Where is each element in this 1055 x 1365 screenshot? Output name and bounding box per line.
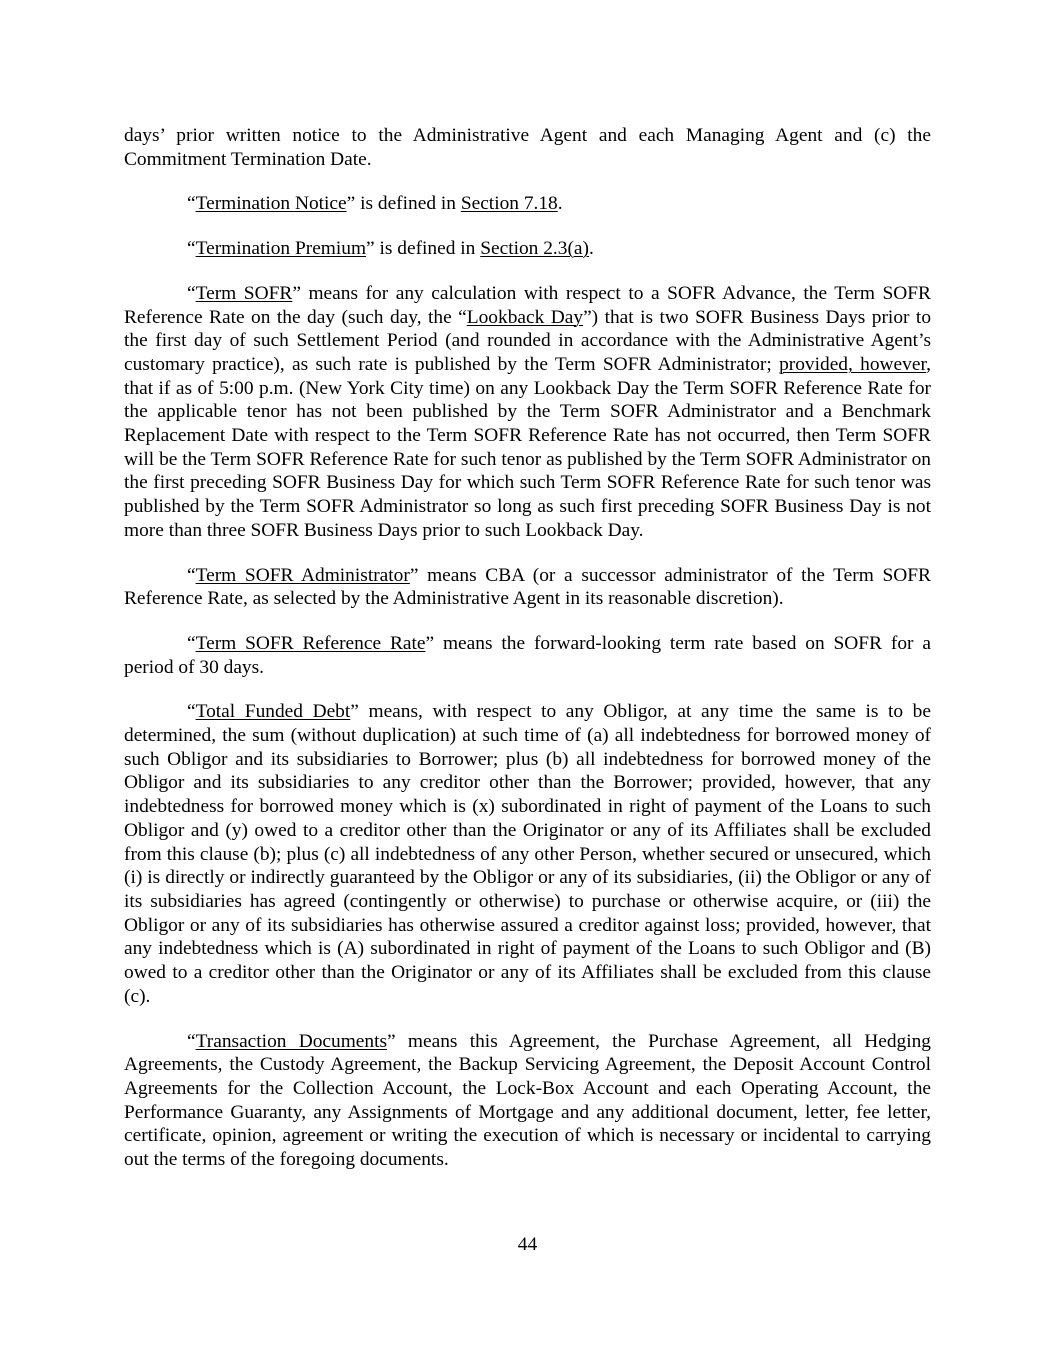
definition-text: ”) that is two SOFR Business Days prior to the first day of such Settlement Period (and rounded in accordance with the Administrative Agent’s customary practice), as such rate is published by the Term SOFR Administrator;: [124, 306, 932, 375]
definition-term-sofr: [124, 282, 931, 543]
proviso-term: provided, however: [779, 353, 927, 375]
open-quote: “: [187, 564, 196, 586]
period: .: [557, 193, 563, 215]
paragraph-text: days’ prior written notice to the Administrative Agent and each Managing Agent and (c) the Commitment Termination Date.: [124, 125, 931, 170]
definition-transaction-documents: [124, 1030, 931, 1172]
defined-term: Total Funded Debt: [195, 701, 351, 723]
definition-text: ” means for any calculation with respect to a SOFR Advance, the Term SOFR Reference Rate on the day (such day, the “: [124, 282, 931, 328]
definition-text: ” means the forward-looking term rate based on SOFR for a period of 30 days.: [124, 632, 931, 678]
defined-term: Transaction Documents: [195, 1030, 388, 1052]
definition-total-funded-debt: [124, 700, 931, 1008]
definition-text: ” is defined in: [366, 238, 481, 260]
section-reference: Section 2.3(a): [480, 238, 589, 260]
definition-termination-notice: [124, 192, 931, 216]
definition-text: ” means CBA (or a successor administrator of the Term SOFR Reference Rate, as selected by the Administrative Agent in its reasonable discretion).: [124, 564, 931, 610]
open-quote: “: [187, 701, 196, 723]
defined-term: Termination Notice: [195, 193, 347, 215]
defined-term-lookback-day: Lookback Day: [466, 306, 584, 328]
paragraph-continuation: [124, 124, 931, 171]
page-number: 44: [517, 1234, 538, 1255]
section-reference: Section 7.18: [460, 193, 558, 215]
definition-termination-premium: [124, 237, 931, 261]
defined-term: Term SOFR Administrator: [195, 564, 410, 586]
definition-text: , that if as of 5:00 p.m. (New York City time) on any Lookback Day the Term SOFR Reference Rate for the applicable tenor has not been published by the Term SOFR Administrator and a Benchmark Replacement Date with respect to the Term SOFR Reference Rate has not occurred, then Term SOFR will be the Term SOFR Reference Rate for such tenor as published by the Term SOFR Administrator on the first preceding SOFR Business Day for which such Term SOFR Reference Rate for such tenor was published by the Term SOFR Administrator so long as such first preceding SOFR Business Day is not more than three SOFR Business Days prior to such Lookback Day.: [124, 353, 931, 541]
open-quote: “: [187, 1030, 196, 1052]
definition-term-sofr-administrator: [124, 564, 931, 611]
definition-text: ” means, with respect to any Obligor, at any time the same is to be determined, the sum (without duplication) at such time of (a) all indebtedness for borrowed money of such Obligor and its subsidiaries to Borrower; plus (b) all indebtedness for borrowed money of the Obligor and its subsidiaries to any creditor other than the Borrower; provided, however, that any indebtedness for borrowed money which is (x) subordinated in right of payment of the Loans to such Obligor and (y) owed to a creditor other than the Originator or any of its Affiliates shall be excluded from this clause (b); plus (c) all indebtedness of any other Person, whether secured or unsecured, which (i) is directly or indirectly guaranteed by the Obligor or any of its subsidiaries, (ii) the Obligor or any of its subsidiaries has agreed (contingently or otherwise) to purchase or otherwise acquire, or (iii) the Obligor or any of its subsidiaries has otherwise assured a creditor against loss; provided, however, that any indebtedness which is (A) subordinated in right of payment of the Loans to such Obligor and (B) owed to a creditor other than the Originator or any of its Affiliates shall be excluded from this clause (c).: [124, 701, 931, 1007]
open-quote: “: [187, 193, 196, 215]
period: .: [589, 238, 594, 260]
open-quote: “: [187, 238, 196, 260]
defined-term: Term SOFR: [195, 282, 293, 304]
open-quote: “: [187, 632, 196, 654]
definition-text: ” is defined in: [346, 193, 461, 215]
defined-term: Term SOFR Reference Rate: [195, 632, 426, 654]
defined-term: Termination Premium: [195, 238, 367, 260]
definition-term-sofr-reference-rate: [124, 632, 931, 679]
open-quote: “: [187, 282, 196, 304]
definition-text: ” means this Agreement, the Purchase Agreement, all Hedging Agreements, the Custody Agreement, the Backup Servicing Agreement, the Deposit Account Control Agreements for the Collection Account, the Lock-Box Account and each Operating Account, the Performance Guaranty, any Assignments of Mortgage and any additional document, letter, fee letter, certificate, opinion, agreement or writing the execution of which is necessary or incidental to carrying out the terms of the foregoing documents.: [124, 1030, 932, 1171]
document-page: [124, 124, 931, 1193]
